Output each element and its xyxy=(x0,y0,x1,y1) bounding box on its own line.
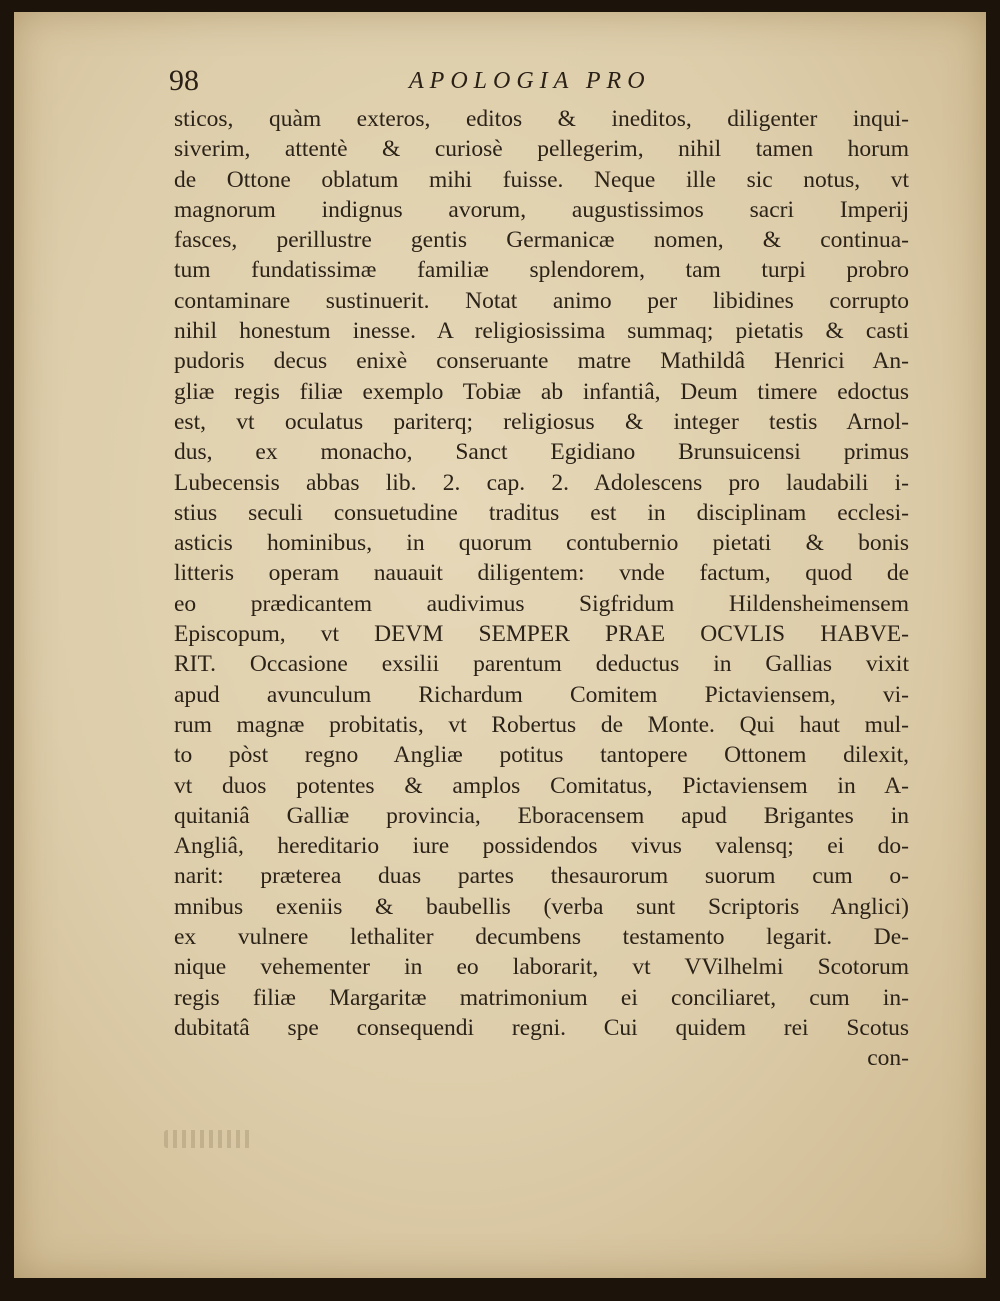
text-line: de Ottone oblatum mihi fuisse. Neque ille sic notus, vt xyxy=(174,166,909,193)
text-line: gliæ regis filiæ exemplo Tobiæ ab infantiâ, Deum timere edoctus xyxy=(174,378,909,405)
text-line: nique vehementer in eo laborarit, vt VVilhelmi Scotorum xyxy=(174,954,909,981)
text-line: vt duos potentes & amplos Comitatus, Pictaviensem in A- xyxy=(174,772,909,799)
text-line: rum magnæ probitatis, vt Robertus de Monte. Qui haut mul- xyxy=(174,711,909,738)
text-line: mnibus exeniis & baubellis (verba sunt Scriptoris Anglici) xyxy=(174,893,909,920)
text-line: magnorum indignus avorum, augustissimos sacri Imperij xyxy=(174,196,909,223)
text-line: dus, ex monacho, Sanct Egidiano Brunsuicensi primus xyxy=(174,439,909,466)
text-line: regis filiæ Margaritæ matrimonium ei conciliaret, cum in- xyxy=(174,984,909,1011)
text-line: pudoris decus enixè conseruante matre Mathildâ Henrici An- xyxy=(174,348,909,375)
text-line: ex vulnere lethaliter decumbens testamento legarit. De- xyxy=(174,924,909,951)
text-line: to pòst regno Angliæ potitus tantopere Ottonem dilexit, xyxy=(174,742,909,769)
text-line: apud avunculum Richardum Comitem Pictaviensem, vi- xyxy=(174,681,909,708)
text-line: quitaniâ Galliæ provincia, Eboracensem apud Brigantes in xyxy=(174,802,909,829)
text-line: litteris operam nauauit diligentem: vnde factum, quod de xyxy=(174,560,909,587)
text-line: dubitatâ spe consequendi regni. Cui quidem rei Scotus xyxy=(174,1014,909,1041)
text-line: eo prædicantem audivimus Sigfridum Hildensheimensem xyxy=(174,590,909,617)
text-line: contaminare sustinuerit. Notat animo per libidines corrupto xyxy=(174,287,909,314)
text-line: fasces, perillustre gentis Germanicæ nomen, & continua- xyxy=(174,227,909,254)
page-header xyxy=(169,64,729,104)
text-line: nihil honestum inesse. A religiosissima summaq; pietatis & casti xyxy=(174,318,909,345)
text-line: Lubecensis abbas lib. 2. cap. 2. Adolescens pro laudabili i- xyxy=(174,469,909,496)
ink-bleed-through xyxy=(164,1130,254,1148)
text-line: Episcopum, vt DEVM SEMPER PRAE OCVLIS HABVE- xyxy=(174,621,909,648)
text-line: RIT. Occasione exsilii parentum deductus in Gallias vixit xyxy=(174,651,909,678)
text-line: sticos, quàm exteros, editos & ineditos, diligenter inqui- xyxy=(174,106,909,132)
book-page xyxy=(14,12,986,1278)
text-line: stius seculi consuetudine traditus est in disciplinam ecclesi- xyxy=(174,499,909,526)
text-block xyxy=(174,104,909,1074)
text-line: narit: præterea duas partes thesaurorum suorum cum o- xyxy=(174,863,909,890)
text-line: tum fundatissimæ familiæ splendorem, tam turpi probro xyxy=(174,257,909,284)
text-line: siverim, attentè & curiosè pellegerim, nihil tamen horum xyxy=(174,136,909,163)
running-head: APOLOGIA PRO xyxy=(409,68,651,94)
text-line: Angliâ, hereditario iure possidendos vivus valensq; ei do- xyxy=(174,833,909,860)
text-line: est, vt oculatus pariterq; religiosus & integer testis Arnol- xyxy=(174,408,909,435)
page-number: 98 xyxy=(169,64,199,97)
catchword: con- xyxy=(867,1045,909,1072)
text-line: asticis hominibus, in quorum contubernio pietati & bonis xyxy=(174,530,909,557)
